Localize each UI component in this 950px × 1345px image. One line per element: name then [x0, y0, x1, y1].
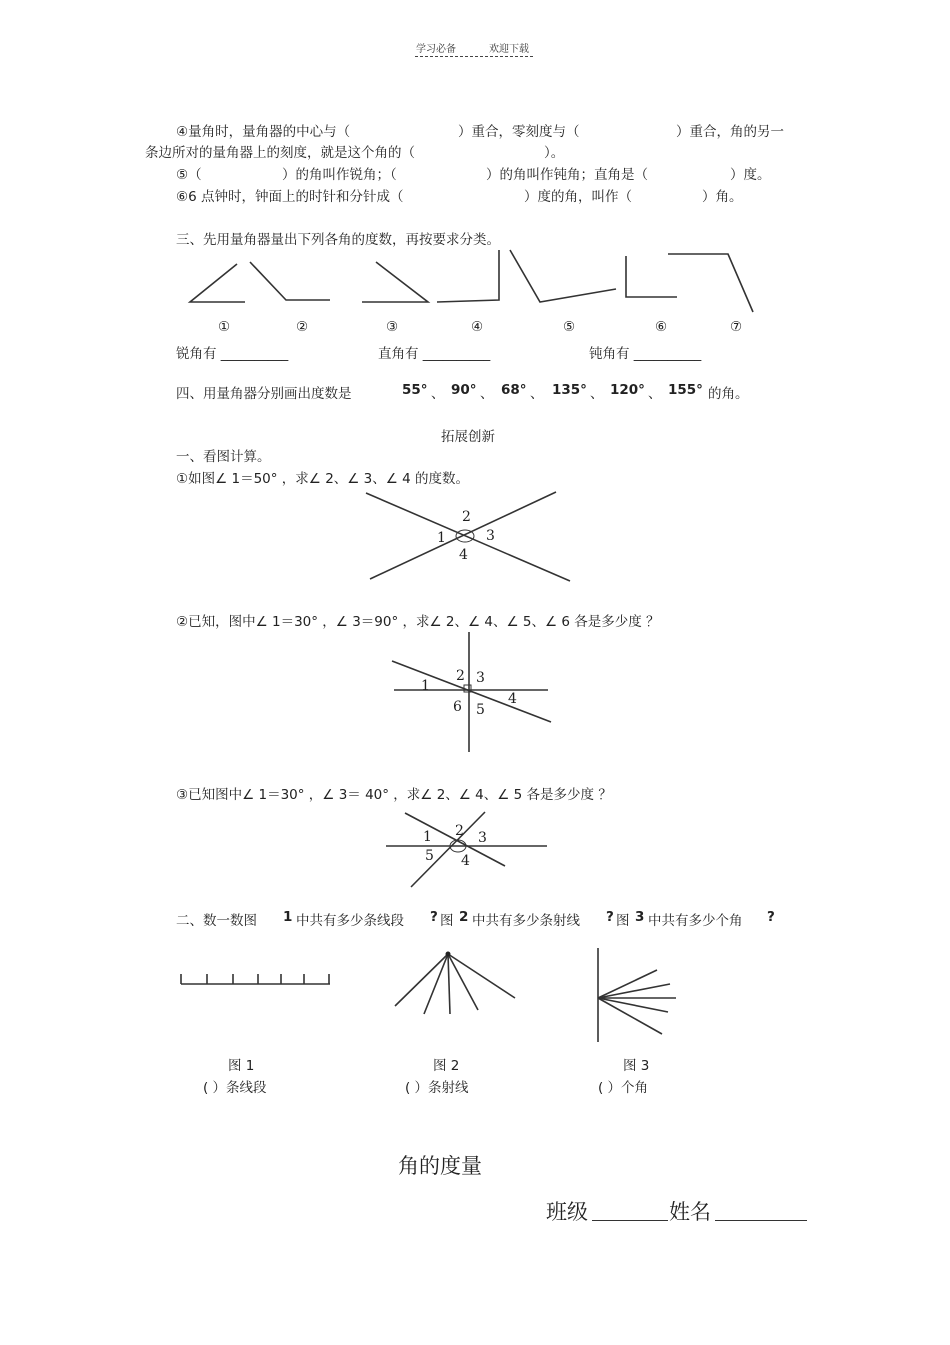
count-n2: 2: [459, 909, 469, 925]
sep-2: 、: [480, 386, 494, 402]
q4-part-e: ）。: [544, 145, 565, 161]
q4-part-b: ）重合，零刻度与（: [458, 124, 580, 140]
fig3-label-4: 4: [461, 853, 470, 869]
angle-55: 55°: [402, 382, 428, 398]
fig2-label-5: 5: [476, 702, 485, 718]
q5-part-b: ）的角叫作锐角；（: [282, 167, 397, 183]
angle-155: 155°: [668, 382, 703, 398]
answer-angles: ( ）个角: [598, 1080, 649, 1096]
angle-label-2: ②: [296, 319, 309, 335]
problem-3: ③已知图中∠ 1＝30° ，∠ 3＝ 40° ，求∠ 2、∠ 4、∠ 5 各是多少度 ？: [176, 787, 612, 803]
fig2-label-1: 1: [421, 678, 430, 694]
q6-part-b: ）度的角，叫作（: [524, 189, 632, 205]
header-left: 学习必备: [416, 44, 456, 55]
fig2-label-3: 3: [476, 670, 485, 686]
fig3-label-5: 5: [425, 848, 434, 864]
fig2-label-6: 6: [453, 699, 462, 715]
count-q2: ?: [606, 909, 614, 925]
q5-part-d: ）度。: [730, 167, 771, 183]
fig1-label-2: 2: [462, 509, 471, 525]
name-label: 姓名: [669, 1200, 711, 1224]
fig1-caption: 图 1: [228, 1058, 255, 1074]
count-q1: ?: [430, 909, 438, 925]
q6-part-a: ⑥6 点钟时，钟面上的时针和分针成（: [176, 189, 404, 205]
count-n3: 3: [635, 909, 645, 925]
fig3-label-1: 1: [423, 829, 432, 845]
angle-label-3: ③: [386, 319, 399, 335]
angle-135: 135°: [552, 382, 587, 398]
angle-label-5: ⑤: [563, 319, 576, 335]
count-title-f: 中共有多少个角: [648, 913, 743, 929]
obtuse-answer: 钝角有 __________: [589, 346, 702, 362]
extend-part1: 一、看图计算。: [176, 449, 271, 465]
answer-rays: ( ）条射线: [405, 1080, 469, 1096]
right-answer: 直角有 __________: [378, 346, 491, 362]
q5-part-a: ⑤（: [176, 167, 202, 183]
angle-120: 120°: [610, 382, 645, 398]
fig2-caption: 图 2: [433, 1058, 460, 1074]
q4-part-d: 条边所对的量角器上的刻度，就是这个角的（: [145, 145, 415, 161]
count-title-e: 图: [616, 913, 630, 929]
header-right: 欢迎下载: [489, 44, 529, 55]
count-title-c: 图: [440, 913, 454, 929]
section4-prefix: 四、用量角器分别画出度数是: [176, 386, 352, 402]
count-title-d: 中共有多少条射线: [472, 913, 580, 929]
sep-4: 、: [590, 386, 604, 402]
count-title-b: 中共有多少条线段: [296, 913, 404, 929]
count-title-a: 二、数一数图: [176, 913, 257, 929]
fig1-label-4: 4: [459, 547, 468, 563]
sep-3: 、: [530, 386, 544, 402]
extend-heading: 拓展创新: [441, 429, 495, 445]
angle-label-6: ⑥: [655, 319, 668, 335]
q4-part-a: ④量角时，量角器的中心与（: [176, 124, 351, 140]
worksheet-title: 角的度量: [398, 1154, 482, 1178]
count-q3: ?: [767, 909, 775, 925]
sep-1: 、: [431, 386, 445, 402]
angle-label-1: ①: [218, 319, 231, 335]
angle-90: 90°: [451, 382, 477, 398]
class-field[interactable]: [592, 1196, 668, 1221]
fig3-label-2: 2: [455, 823, 464, 839]
fig2-label-2: 2: [456, 668, 465, 684]
count-n1: 1: [283, 909, 293, 925]
acute-answer: 锐角有 __________: [176, 346, 289, 362]
section4-suffix: 的角。: [708, 386, 749, 402]
class-label: 班级: [546, 1200, 588, 1224]
angle-68: 68°: [501, 382, 527, 398]
name-field[interactable]: [715, 1196, 807, 1221]
fig3-label-3: 3: [478, 830, 487, 846]
problem-1: ①如图∠ 1＝50° ，求∠ 2、∠ 3、∠ 4 的度数。: [176, 471, 470, 487]
fig1-label-3: 3: [486, 528, 495, 544]
section3-title: 三、先用量角器量出下列各角的度数，再按要求分类。: [176, 232, 500, 248]
fig1-label-1: 1: [437, 530, 446, 546]
fig2-label-4: 4: [508, 691, 517, 707]
q4-part-c: ）重合，角的另一: [676, 124, 784, 140]
angle-label-7: ⑦: [730, 319, 743, 335]
q5-part-c: ）的角叫作钝角；直角是（: [486, 167, 648, 183]
answer-segments: ( ）条线段: [203, 1080, 267, 1096]
problem-2: ②已知，图中∠ 1＝30° ，∠ 3＝90° ，求∠ 2、∠ 4、∠ 5、∠ 6 各是多少度 ？: [176, 614, 660, 630]
sep-5: 、: [648, 386, 662, 402]
q6-part-c: ）角。: [702, 189, 743, 205]
fig3-caption: 图 3: [623, 1058, 650, 1074]
angle-label-4: ④: [471, 319, 484, 335]
